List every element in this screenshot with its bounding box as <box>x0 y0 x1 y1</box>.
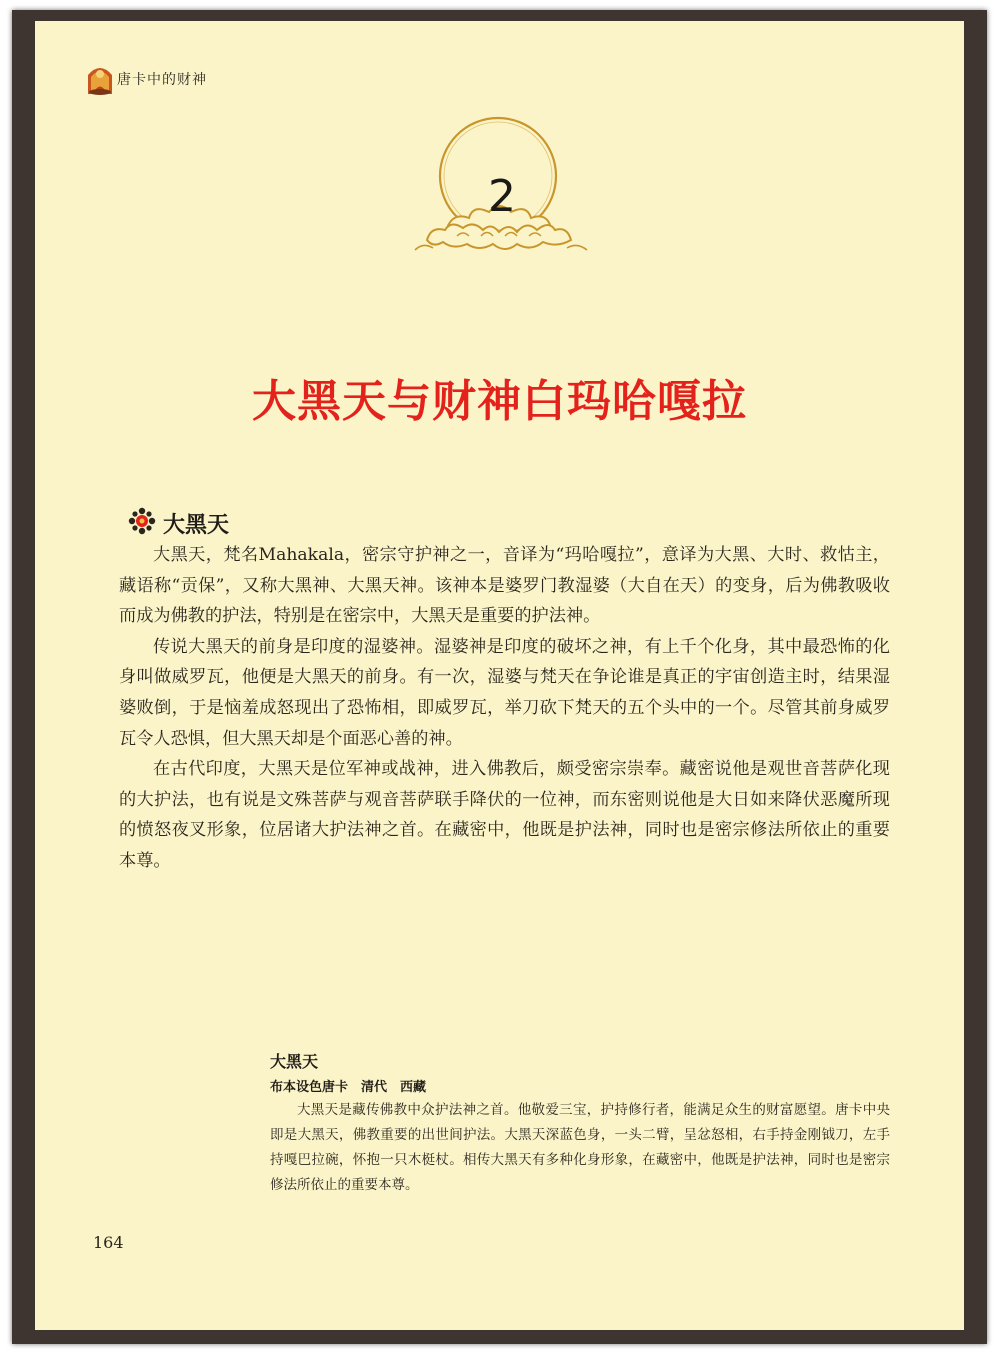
page-number: 164 <box>93 1233 124 1252</box>
caption-text: 大黑天是藏传佛教中众护法神之首。他敬爱三宝，护持修行者，能满足众生的财富愿望。唐卡中央即是大黑天，佛教重要的出世间护法。大黑天深蓝色身，一头二臂，呈忿怒相，右手持金刚钺刀，左手持嘎巴拉碗，怀抱一只木梃杖。相传大黑天有多种化身形象，在藏密中，他既是护法神，同时也是密宗修法所依止的重要本尊。 <box>270 1102 890 1193</box>
flower-ornament-icon <box>127 506 157 536</box>
paragraph: 传说大黑天的前身是印度的湿婆神。湿婆神是印度的破坏之神，有上千个化身，其中最恐怖的化身叫做威罗瓦，他便是大黑天的前身。有一次，湿婆与梵天在争论谁是真正的宇宙创造主时，结果湿婆败倒，于是恼羞成怒现出了恐怖相，即威罗瓦，举刀砍下梵天的五个头中的一个。尽管其前身威罗瓦令人恐惧，但大黑天却是个面恶心善的神。 <box>119 636 890 749</box>
book-page <box>35 21 964 1330</box>
caption-subtitle: 布本设色唐卡 清代 西藏 <box>270 1080 427 1095</box>
page-title: 大黑天与财神白玛哈嘎拉 <box>252 376 747 427</box>
chapter-number: 2 <box>488 171 516 222</box>
paragraph: 在古代印度，大黑天是位军神或战神，进入佛教后，颇受密宗崇奉。藏密说他是观世音菩萨化现的大护法，也有说是文殊菩萨与观音菩萨联手降伏的一位神，而东密则说他是大日如来降伏恶魔所现的愤怒夜叉形象，位居诸大护法神之首。在藏密中，他既是护法神，同时也是密宗修法所依止的重要本尊。 <box>119 759 890 871</box>
running-header-title: 唐卡中的财神 <box>117 72 207 88</box>
thangka-deity-icon <box>85 61 115 95</box>
body-text <box>119 540 890 877</box>
section-heading: 大黑天 <box>163 513 230 538</box>
caption-title: 大黑天 <box>270 1052 319 1071</box>
paragraph: 大黑天，梵名Mahakala，密宗守护神之一，音译为“玛哈嘎拉”，意译为大黑、大时、救怙主，藏语称“贡保”，又称大黑神、大黑天神。该神本是婆罗门教湿婆（大自在天）的变身，后为佛教吸收而成为佛教的护法，特别是在密宗中，大黑天是重要的护法神。 <box>119 545 890 627</box>
